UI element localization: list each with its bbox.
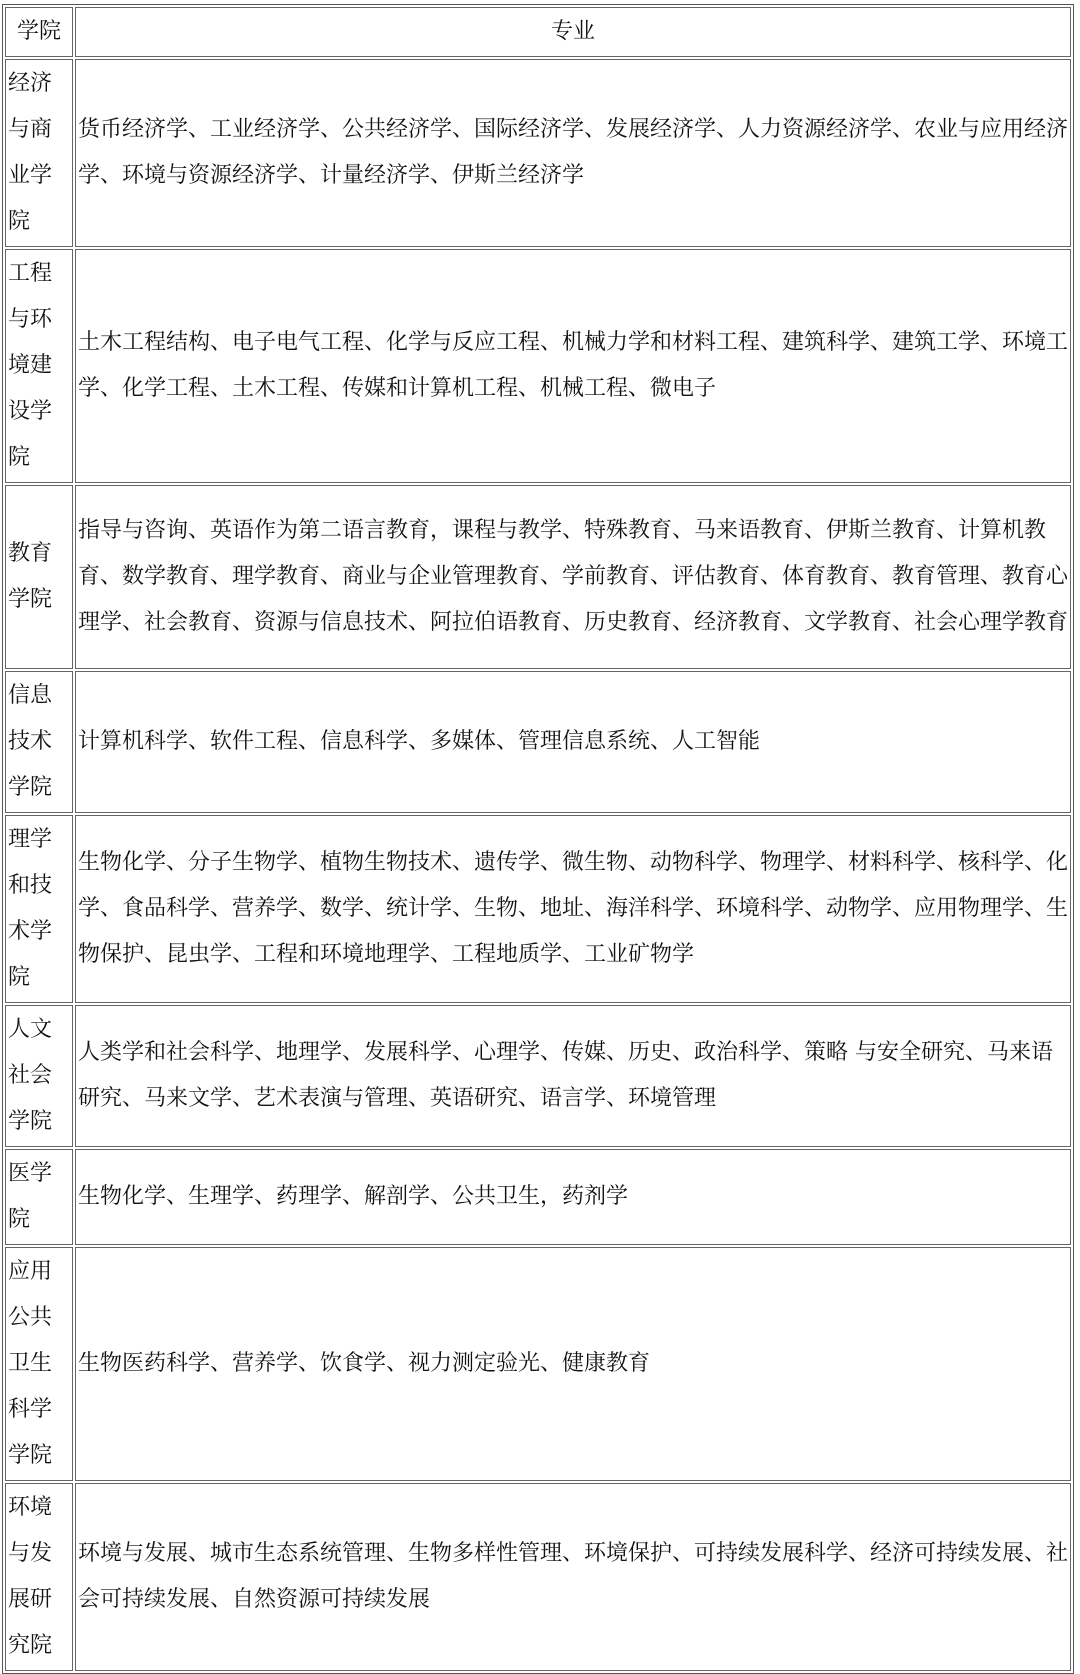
- majors-cell: 计算机科学、软件工程、信息科学、多媒体、管理信息系统、人工智能: [75, 671, 1071, 813]
- college-cell: 人文社会学院: [5, 1005, 73, 1147]
- table-row: [5, 485, 1071, 669]
- majors-cell: 生物医药科学、营养学、饮食学、视力测定验光、健康教育: [75, 1247, 1071, 1481]
- header-majors: 专业: [75, 7, 1071, 57]
- table-row: [5, 1149, 1071, 1245]
- college-cell: 应用公共卫生科学学院: [5, 1247, 73, 1481]
- college-cell: 教育学院: [5, 485, 73, 669]
- majors-table-container: [2, 4, 1074, 1658]
- majors-cell: 货币经济学、工业经济学、公共经济学、国际经济学、发展经济学、人力资源经济学、农业与应用经济学、环境与资源经济学、计量经济学、伊斯兰经济学: [75, 59, 1071, 247]
- table-row: [5, 671, 1071, 813]
- majors-cell: 环境与发展、城市生态系统管理、生物多样性管理、环境保护、可持续发展科学、经济可持续发展、社会可持续发展、自然资源可持续发展: [75, 1483, 1071, 1671]
- college-cell: 工程与环境建设学院: [5, 249, 73, 483]
- majors-cell: 生物化学、生理学、药理学、解剖学、公共卫生，药剂学: [75, 1149, 1071, 1245]
- college-cell: 信息技术学院: [5, 671, 73, 813]
- college-cell: 医学院: [5, 1149, 73, 1245]
- majors-table: [2, 4, 1074, 1674]
- majors-cell: 土木工程结构、电子电气工程、化学与反应工程、机械力学和材料工程、建筑科学、建筑工学、环境工学、化学工程、土木工程、传媒和计算机工程、机械工程、微电子: [75, 249, 1071, 483]
- table-row: [5, 815, 1071, 1003]
- majors-cell: 生物化学、分子生物学、植物生物技术、遗传学、微生物、动物科学、物理学、材料科学、核科学、化学、食品科学、营养学、数学、统计学、生物、地址、海洋科学、环境科学、动物学、应用物理学、生物保护、昆虫学、工程和环境地理学、工程地质学、工业矿物学: [75, 815, 1071, 1003]
- college-cell: 环境与发展研究院: [5, 1483, 73, 1671]
- table-row: [5, 1005, 1071, 1147]
- table-header-row: [5, 7, 1071, 57]
- college-cell: 经济与商业学院: [5, 59, 73, 247]
- majors-cell: 人类学和社会科学、地理学、发展科学、心理学、传媒、历史、政治科学、策略 与安全研究、马来语研究、马来文学、艺术表演与管理、英语研究、语言学、环境管理: [75, 1005, 1071, 1147]
- table-row: [5, 249, 1071, 483]
- table-row: [5, 59, 1071, 247]
- header-college: 学院: [5, 7, 73, 57]
- table-row: [5, 1247, 1071, 1481]
- majors-cell: 指导与咨询、英语作为第二语言教育，课程与教学、特殊教育、马来语教育、伊斯兰教育、计算机教育、数学教育、理学教育、商业与企业管理教育、学前教育、评估教育、体育教育、教育管理、教育心理学、社会教育、资源与信息技术、阿拉伯语教育、历史教育、经济教育、文学教育、社会心理学教育: [75, 485, 1071, 669]
- college-cell: 理学和技术学院: [5, 815, 73, 1003]
- table-row: [5, 1483, 1071, 1671]
